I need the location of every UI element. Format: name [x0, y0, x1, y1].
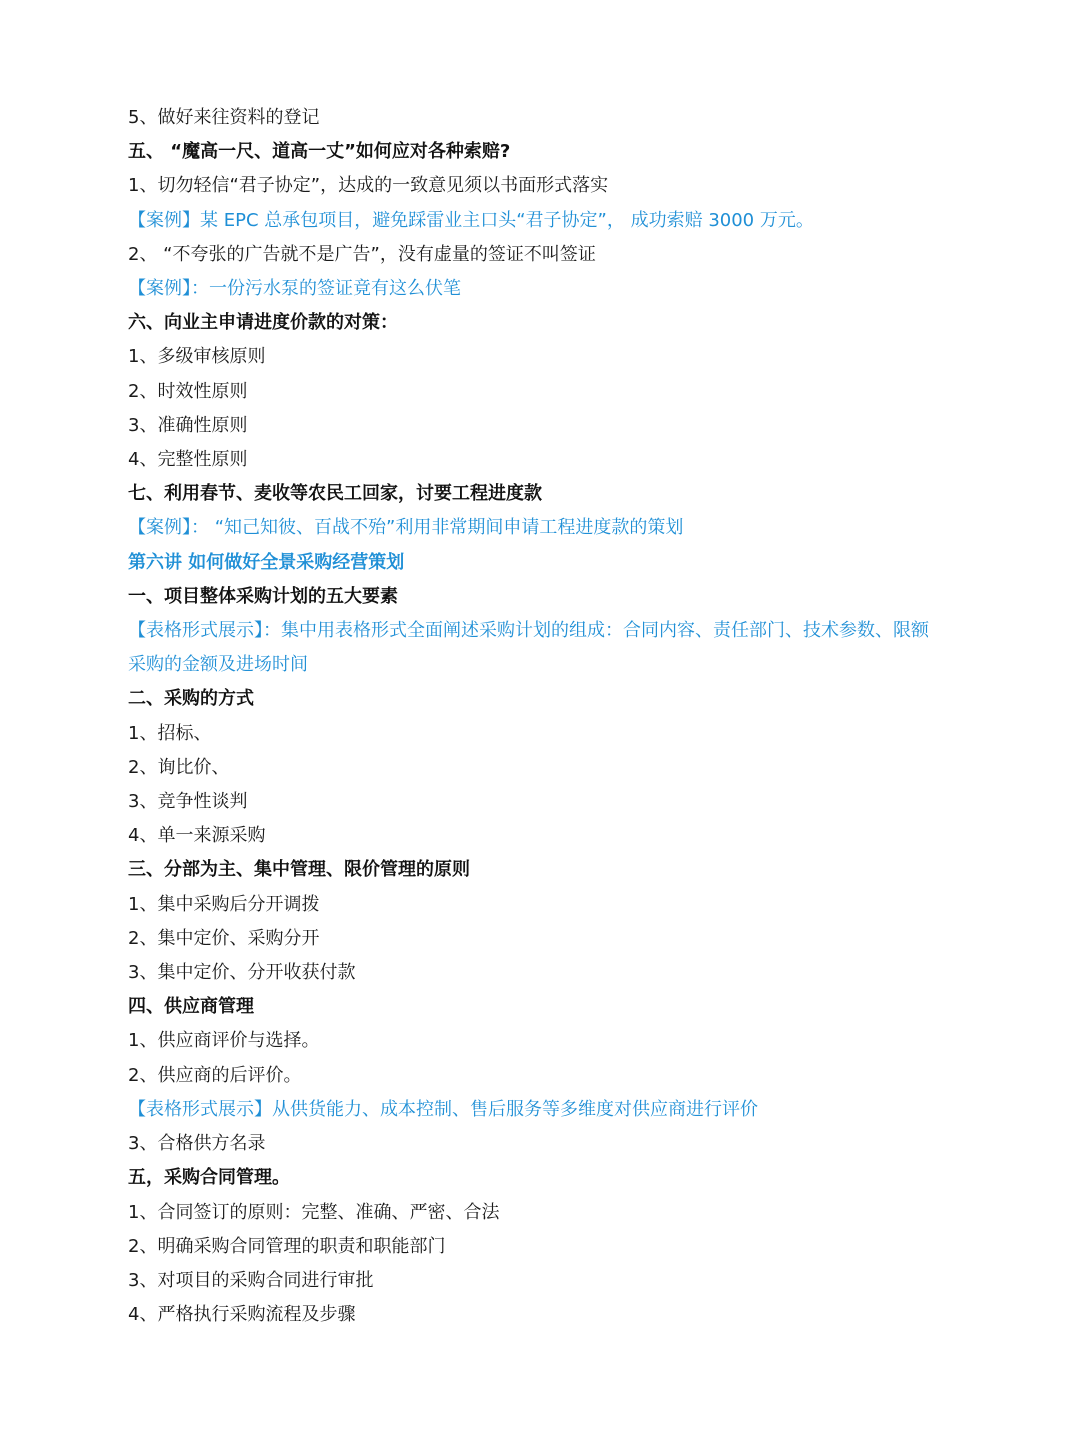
- list-item: 4、单一来源采购: [128, 825, 266, 847]
- list-item: 3、集中定价、分开收获付款: [128, 962, 356, 984]
- section-heading: 五、 “魔高一尺、道高一丈”如何应对各种索赔?: [128, 141, 511, 163]
- list-item: 2、集中定价、采购分开: [128, 927, 320, 949]
- section-heading: 四、供应商管理: [128, 996, 254, 1018]
- list-item: 5、做好来往资料的登记: [128, 107, 320, 128]
- list-item: 2、供应商的后评价。: [128, 1064, 302, 1086]
- list-item: 3、合格供方名录: [128, 1133, 266, 1155]
- list-item: 1、切勿轻信“君子协定”，达成的一致意见须以书面形式落实: [128, 175, 609, 197]
- section-heading: 六、向业主申请进度价款的对策：: [128, 312, 398, 334]
- list-item: 2、明确采购合同管理的职责和职能部门: [128, 1235, 446, 1257]
- case-note: 【案例】某 EPC 总承包项目，避免踩雷业主口头“君子协定”， 成功索赔 3000 万元。: [128, 209, 814, 231]
- lecture-title: 第六讲 如何做好全景采购经营策划: [128, 551, 405, 573]
- list-item: 1、多级审核原则: [128, 346, 266, 368]
- list-item: 4、严格执行采购流程及步骤: [128, 1304, 356, 1326]
- list-item: 2、 “不夸张的广告就不是广告”，没有虚量的签证不叫签证: [128, 243, 596, 265]
- list-item: 3、准确性原则: [128, 414, 248, 436]
- case-note: 【表格形式展示】：集中用表格形式全面阐述采购计划的组成：合同内容、责任部门、技术参数、限额: [128, 620, 929, 642]
- list-item: 1、供应商评价与选择。: [128, 1030, 320, 1052]
- case-note: 【表格形式展示】从供货能力、成本控制、售后服务等多维度对供应商进行评价: [128, 1098, 758, 1120]
- list-item: 1、合同签订的原则：完整、准确、严密、合法: [128, 1201, 500, 1223]
- section-heading: 二、采购的方式: [128, 688, 254, 710]
- document-body: [128, 101, 958, 1332]
- list-item: 1、集中采购后分开调拨: [128, 893, 320, 915]
- case-note: 【案例】：一份污水泵的签证竟有这么伏笔: [128, 278, 461, 300]
- list-item: 1、招标、: [128, 722, 212, 744]
- section-heading: 一、项目整体采购计划的五大要素: [128, 585, 398, 607]
- case-note: 【案例】： “知己知彼、百战不殆”利用非常期间申请工程进度款的策划: [128, 517, 684, 539]
- list-item: 3、竞争性谈判: [128, 791, 248, 813]
- list-item: 3、对项目的采购合同进行审批: [128, 1269, 374, 1291]
- list-item: 2、询比价、: [128, 756, 230, 778]
- list-item: 4、完整性原则: [128, 449, 248, 471]
- section-heading: 七、利用春节、麦收等农民工回家，讨要工程进度款: [128, 483, 542, 505]
- section-heading: 五，采购合同管理。: [128, 1167, 290, 1189]
- section-heading: 三、分部为主、集中管理、限价管理的原则: [128, 859, 470, 881]
- list-item: 2、时效性原则: [128, 380, 248, 402]
- case-note: 采购的金额及进场时间: [128, 654, 308, 676]
